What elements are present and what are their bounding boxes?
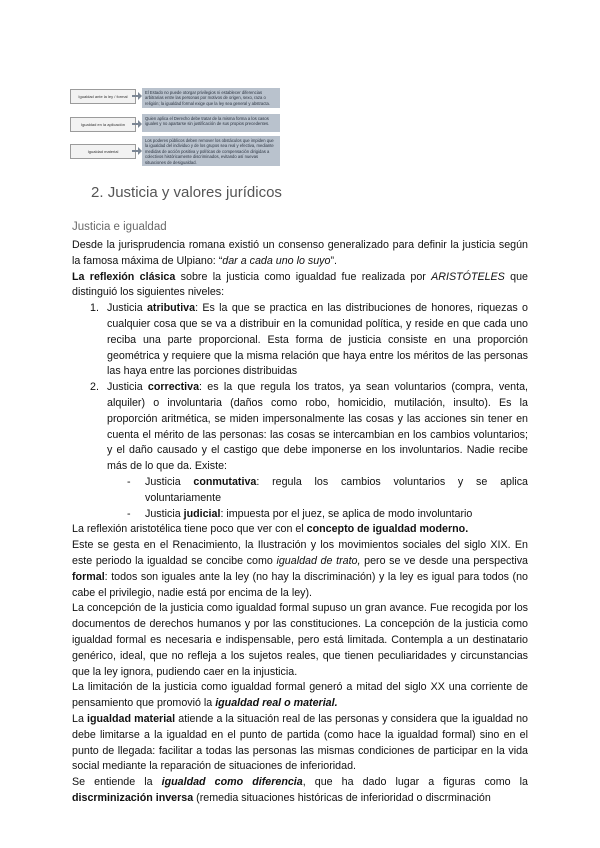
section-title — [91, 184, 282, 201]
diagram-box: Los poderes públicos deben remover los obstáculos que impiden que la igualdad del individuo y de los grupos sea real y efectiva, mediante medidas de acción positiva y políticas de compensación dirigidas a colectivos históricamente discriminados, evitando así nuevas situaciones de desigualdad. — [142, 136, 280, 166]
section-title-text: Justicia y valores jurídicos — [107, 184, 282, 201]
list-item: 1. Justicia atributiva: Es la que se practica en las distribuciones de honores, riquezas o cualquier cosa que se va a distribuir en la comunidad política, y reside en que cada uno reciba una parte proporcional. Esta forma de justicia consiste en una proporción geométrica y requiere que la misma relación que haya entre los méritos de las personas las haya entre las porciones distribuidas — [90, 302, 528, 378]
diagram-box: Quien aplica el Derecho debe tratar de la misma forma a los casos iguales y no apartarse sin justificación de sus propios precedentes. — [142, 114, 280, 132]
sub-list-item: - Justicia conmutativa: regula los cambios voluntarios y se aplica voluntariamente — [127, 475, 528, 504]
document-body — [72, 238, 528, 807]
paragraph: Este se gesta en el Renacimiento, la Ilustración y los movimientos sociales del siglo XIX. En este periodo la igualdad se concibe como igualdad de trato, pero se ve desde una perspectiva formal: todos son iguales ante la ley (no hay la discriminación) y la ley es igual para todos (no cabe el privilegio, nadie está por encima de la ley). — [72, 539, 529, 599]
paragraph: Desde la jurisprudencia romana existió un consenso generalizado para definir la justicia según la famosa máxima de Ulpiano: “dar a cada uno lo suyo”. — [72, 239, 528, 267]
subsection-title: Justicia e igualdad — [72, 221, 167, 233]
arrow-right-icon — [132, 147, 142, 155]
concept-diagram — [70, 88, 280, 168]
paragraph: La reflexión aristotélica tiene poco que ver con el concepto de igualdad moderno. — [72, 523, 469, 536]
diagram-label: Igualdad en la aplicación — [70, 117, 136, 132]
sub-list-item: - Justicia judicial: impuesta por el juez, se aplica de modo involuntario — [127, 507, 473, 520]
arrow-right-icon — [132, 120, 142, 128]
diagram-box: El Estado no puede otorgar privilegios ni establecer diferencias arbitrarias entre las personas por motivos de origen, sexo, raza o religión; la igualdad formal exige que la ley sea general y abstracta. — [142, 88, 280, 108]
list-item: 2. Justicia correctiva: es la que regula los tratos, ya sean voluntarios (compra, venta, alquiler) o involuntaria (daños como robo, homicidio, mutilación, insulto). Es la proporción aritmética, se miden impersonalmente las cosas y las acciones sin tener en cuenta el mérito de las personas: las cosas se intercambian en los cambios voluntarios; y el daño causado y el castigo que debe imponerse en los involuntarios. Nadie recibe más de lo que da. Existe: — [90, 381, 528, 473]
paragraph: Se entiende la igualdad como diferencia, que ha dado lugar a figuras como la discrminización inversa (remedia situaciones históricas de inferioridad o discrminación — [72, 776, 528, 804]
paragraph: La concepción de la justicia como igualdad formal supuso un gran avance. Fue recogida por los documentos de derechos humanos y por las constituciones. La concepción de la justicia como igualdad formal es necesaria e indispensable, pero está limitada. Contempla a un destinatario genérico, ideal, que no refleja a los sujetos reales, que tienen peculiaridades y circunstancias que la ley ignora, pudiendo caer en la injusticia. — [72, 602, 528, 678]
arrow-right-icon — [132, 92, 142, 100]
paragraph: La reflexión clásica sobre la justicia como igualdad fue realizada por ARISTÓTELES que distinguió los siguientes niveles: — [72, 270, 528, 299]
diagram-label: Igualdad ante la ley / formal — [70, 89, 136, 104]
paragraph: La limitación de la justicia como igualdad formal generó a mitad del siglo XX una corriente de pensamiento que promovió la igualdad real o material. — [72, 681, 528, 710]
diagram-label: Igualdad material — [70, 144, 136, 159]
paragraph: La igualdad material atiende a la situación real de las personas y considera que la igualdad no debe limitarse a la igualdad en el punto de partida (como hace la igualdad formal) sino en el punto de llegada: facilitar a todas las personas las mismas condiciones de participar en la vida social mediante la reparación de situaciones de inferioridad. — [72, 712, 528, 773]
section-number: 2. — [91, 184, 104, 201]
